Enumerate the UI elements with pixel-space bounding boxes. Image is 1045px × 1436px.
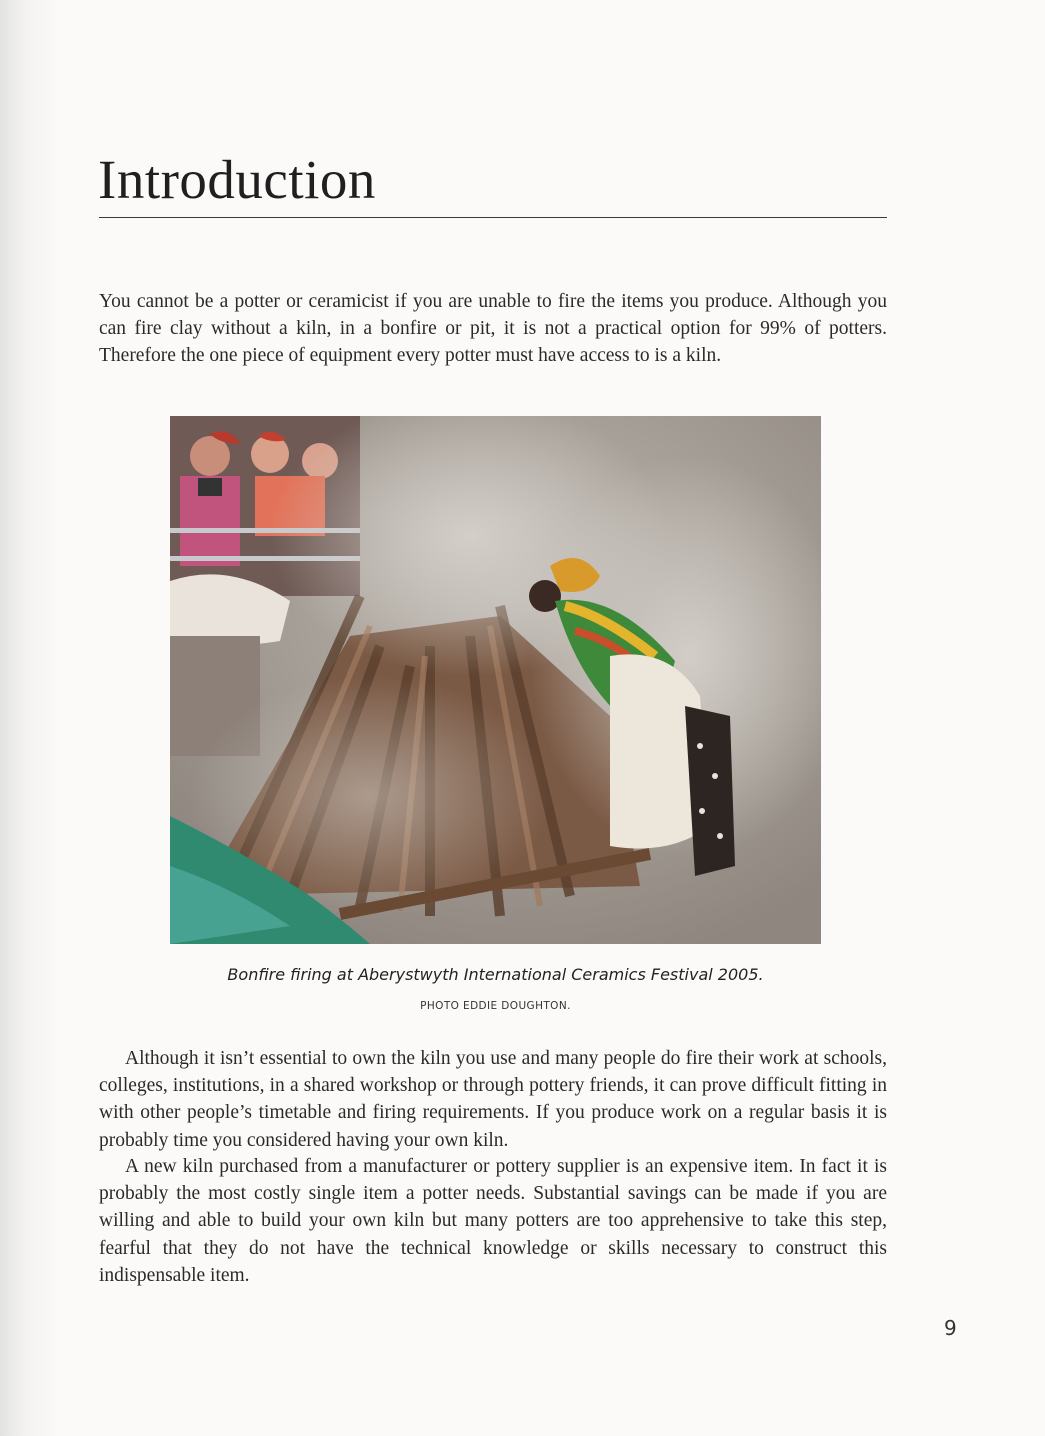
chapter-title: Introduction: [98, 149, 376, 210]
body-paragraph: A new kiln purchased from a manufacturer or pottery supplier is an expensive item. In fact it is probably the most costly single item a potter needs. Substantial savings can be made if you are willing and able to build your own kiln but many potters are too apprehensive to take this step, fearful that they do not have the technical knowledge or skills necessary to construct this indispensable item.: [99, 1156, 887, 1286]
photo-credit: PHOTO EDDIE DOUGHTON.: [420, 1000, 571, 1012]
page-gutter-shadow: [0, 0, 60, 1436]
page-number: 9: [944, 1316, 957, 1340]
body-paragraph: You cannot be a potter or ceramicist if you are unable to fire the items you produce. Although you can fire clay without a kiln, in a bonfire or pit, it is not a practical option for 99% of potters. Therefore the one piece of equipment every potter must have access to is a kiln.: [99, 291, 887, 367]
bonfire-firing-photo: [170, 416, 821, 944]
body-paragraph: Although it isn’t essential to own the kiln you use and many people do fire their work at schools, colleges, institutions, in a shared workshop or through pottery friends, it can prove difficult fitting in with other people’s timetable and firing requirements. If you produce work on a regular basis it is probably time you considered having your own kiln.: [99, 1048, 887, 1151]
photo-caption: Bonfire firing at Aberystwyth International Ceramics Festival 2005.: [227, 965, 764, 984]
title-rule: [99, 217, 887, 218]
